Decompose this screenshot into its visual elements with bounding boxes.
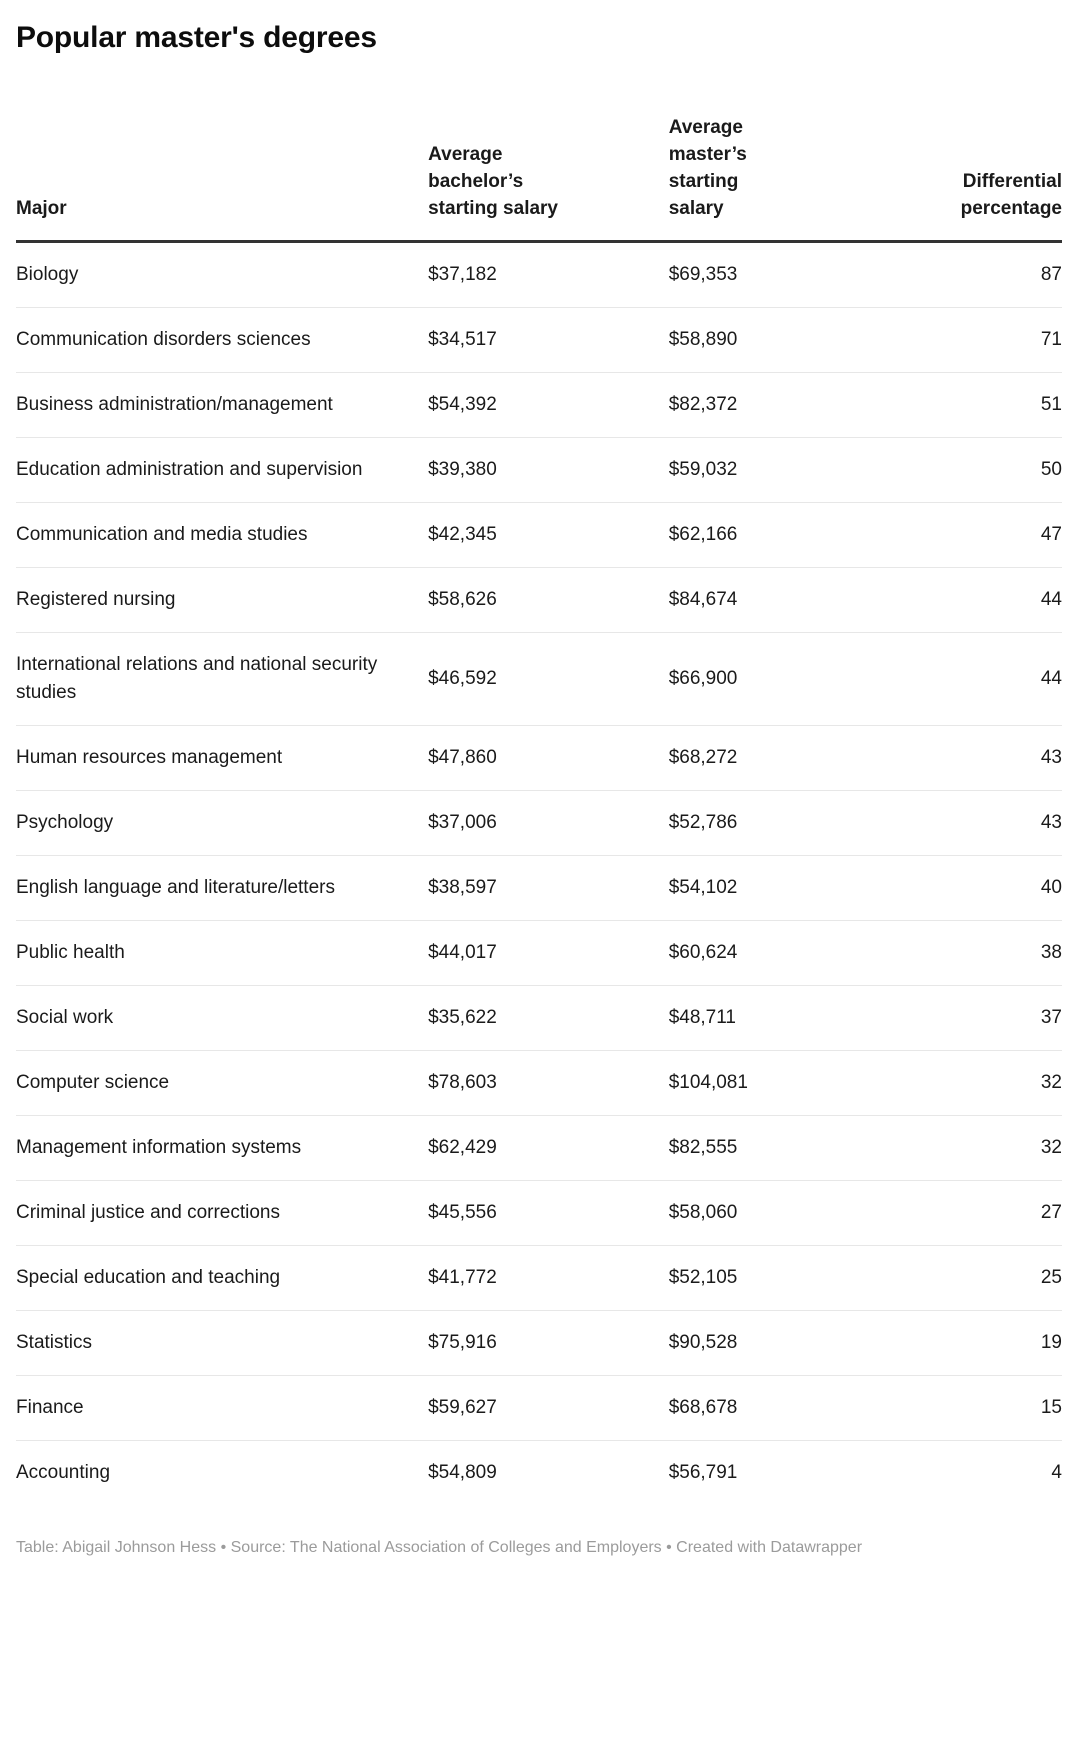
major-cell: Social work [16,1007,114,1028]
bachelor-salary-cell: $37,182 [428,264,497,285]
bachelor-salary-cell: $54,809 [428,1462,497,1483]
differential-cell: 40 [1040,877,1062,898]
table-row [16,308,1062,373]
major-cell: Accounting [16,1462,111,1483]
differential-cell: 87 [1040,264,1062,285]
master-salary-cell: $58,060 [668,1202,738,1223]
table-row [16,373,1062,438]
differential-cell: 50 [1040,459,1062,480]
bachelor-salary-cell: $62,429 [428,1137,497,1158]
master-salary-cell: $48,711 [668,1007,736,1028]
major-cell: Biology [16,264,79,285]
master-salary-cell: $90,528 [668,1332,738,1353]
master-salary-cell: $56,791 [668,1462,738,1483]
major-cell: Computer science [16,1072,170,1093]
master-salary-cell: $59,032 [668,459,738,480]
major-cell: Human resources management [16,747,283,768]
table-row [16,633,1062,726]
column-header-differential [899,58,1062,242]
column-header-bachelor-salary-label: Average bachelor’s starting salary [428,144,559,219]
master-salary-cell: $58,890 [668,329,738,350]
table-row [16,1051,1062,1116]
table-row [16,726,1062,791]
table-row [16,242,1062,308]
differential-cell: 47 [1040,524,1062,545]
differential-cell: 4 [1051,1462,1062,1483]
major-cell: Education administration and supervision [16,459,363,480]
table-row [16,1441,1062,1506]
bachelor-salary-cell: $45,556 [428,1202,497,1223]
major-cell: International relations and national security studies [16,654,378,703]
master-salary-cell: $52,786 [668,812,738,833]
master-salary-cell: $68,272 [668,747,738,768]
bachelor-salary-cell: $75,916 [428,1332,497,1353]
differential-cell: 32 [1040,1072,1062,1093]
differential-cell: 43 [1040,747,1062,768]
differential-cell: 44 [1040,589,1062,610]
master-salary-cell: $84,674 [668,589,738,610]
bachelor-salary-cell: $54,392 [428,394,497,415]
major-cell: Registered nursing [16,589,176,610]
table-row [16,1311,1062,1376]
differential-cell: 37 [1040,1007,1062,1028]
master-salary-cell: $54,102 [668,877,738,898]
master-salary-cell: $60,624 [668,942,738,963]
major-cell: Public health [16,942,125,963]
bachelor-salary-cell: $38,597 [428,877,497,898]
table-row [16,1181,1062,1246]
page-title: Popular master's degrees [16,21,377,54]
major-cell: Criminal justice and corrections [16,1202,280,1223]
major-cell: Communication and media studies [16,524,308,545]
attribution-line: Table: Abigail Johnson Hess • Source: The National Association of Colleges and Employers • Created with Datawrapper [16,1539,863,1556]
differential-cell: 51 [1040,394,1062,415]
master-salary-cell: $68,678 [668,1397,738,1418]
table-row [16,856,1062,921]
master-salary-cell: $52,105 [668,1267,738,1288]
major-cell: Statistics [16,1332,93,1353]
major-cell: Psychology [16,812,114,833]
table-row [16,1116,1062,1181]
column-header-differential-label: Differential percentage [960,171,1062,219]
bachelor-salary-cell: $34,517 [428,329,497,350]
master-salary-cell: $82,372 [668,394,738,415]
master-salary-cell: $62,166 [668,524,738,545]
bachelor-salary-cell: $78,603 [428,1072,497,1093]
major-cell: Finance [16,1397,84,1418]
bachelor-salary-cell: $42,345 [428,524,497,545]
table-row [16,503,1062,568]
table-header [16,58,1062,242]
table-row [16,1376,1062,1441]
column-header-bachelor-salary [428,58,669,242]
bachelor-salary-cell: $41,772 [428,1267,497,1288]
table-row [16,921,1062,986]
differential-cell: 44 [1040,668,1062,689]
table-row [16,568,1062,633]
bachelor-salary-cell: $39,380 [428,459,497,480]
table-row [16,986,1062,1051]
differential-cell: 71 [1040,329,1062,350]
column-header-master-salary [669,58,899,242]
major-cell: English language and literature/letters [16,877,335,898]
differential-cell: 38 [1040,942,1062,963]
differential-cell: 19 [1040,1332,1062,1353]
header-row [16,58,1062,242]
bachelor-salary-cell: $37,006 [428,812,497,833]
differential-cell: 25 [1040,1267,1062,1288]
master-salary-cell: $69,353 [668,264,738,285]
major-cell: Special education and teaching [16,1267,281,1288]
table-row [16,791,1062,856]
master-salary-cell: $66,900 [668,668,738,689]
column-header-major [16,58,428,242]
table-row [16,438,1062,503]
table-row [16,1246,1062,1311]
differential-cell: 43 [1040,812,1062,833]
differential-cell: 15 [1040,1397,1062,1418]
column-header-master-salary-label: Average master’s starting salary [668,117,747,219]
bachelor-salary-cell: $58,626 [428,589,497,610]
bachelor-salary-cell: $46,592 [428,668,497,689]
major-cell: Business administration/management [16,394,333,415]
master-salary-cell: $82,555 [668,1137,738,1158]
differential-cell: 32 [1040,1137,1062,1158]
bachelor-salary-cell: $35,622 [428,1007,497,1028]
column-header-major-label: Major [16,198,67,219]
bachelor-salary-cell: $47,860 [428,747,497,768]
bachelor-salary-cell: $44,017 [428,942,497,963]
major-cell: Communication disorders sciences [16,329,311,350]
bachelor-salary-cell: $59,627 [428,1397,497,1418]
major-cell: Management information systems [16,1137,302,1158]
table-body [16,242,1062,1506]
differential-cell: 27 [1040,1202,1062,1223]
degrees-table [16,58,1062,1505]
master-salary-cell: $104,081 [668,1072,748,1093]
